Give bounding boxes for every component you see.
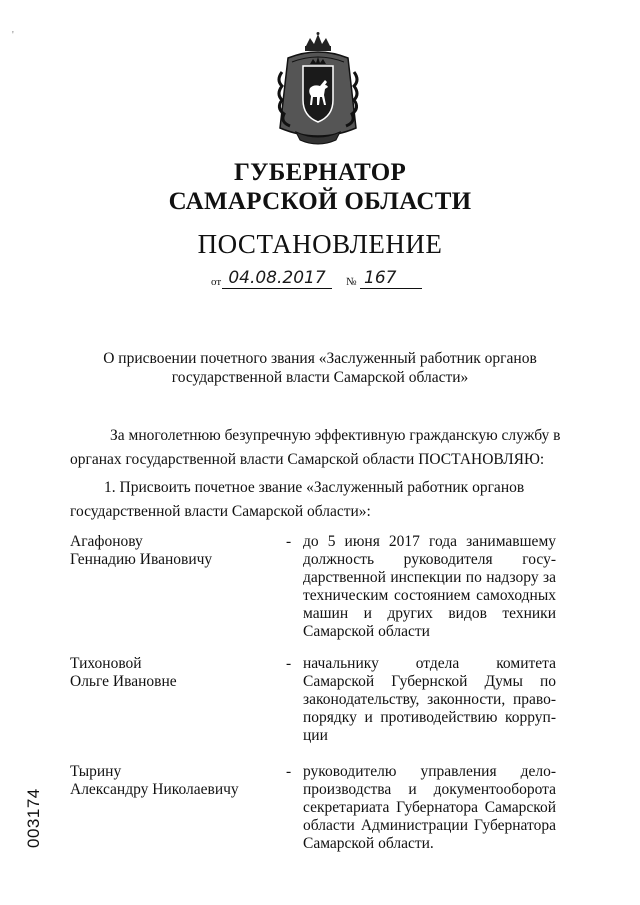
position-line: порядку и противодействию корруп-: [303, 709, 556, 726]
entry-dash: -: [286, 655, 292, 672]
awardee-surname: Тихоновой: [70, 655, 142, 672]
clause-1-line1: 1. Присвоить почетное звание «Заслуженный работник органов: [104, 479, 525, 496]
registration-number: 003174: [24, 788, 43, 848]
subject-line2: государственной власти Самарской области»: [171, 369, 469, 386]
document-number: 167: [360, 268, 422, 289]
position-line: начальнику отдела комитета: [303, 655, 556, 672]
awardee-position: [303, 655, 556, 745]
document-date: 04.08.2017: [222, 268, 332, 289]
awardee-surname: Тырину: [70, 763, 122, 780]
entry-dash: -: [286, 763, 292, 780]
position-line: техническим состоянием самоходных: [303, 587, 556, 604]
position-line: должность руководителя госу-: [303, 551, 556, 568]
date-label: от: [211, 276, 222, 288]
preamble-line1: За многолетнюю безупречную эффективную гражданскую службу в: [110, 427, 561, 444]
document-type: ПОСТАНОВЛЕНИЕ: [197, 229, 443, 259]
clause-1-line2: государственной власти Самарской области»:: [70, 503, 371, 520]
position-line: секретариата Губернатора Самарской: [303, 799, 556, 816]
awardee-name: [70, 655, 177, 691]
position-line: Самарской области: [303, 623, 430, 640]
position-line: законодательству, законности, право-: [303, 691, 556, 708]
authority-title-line2: САМАРСКОЙ ОБЛАСТИ: [168, 188, 472, 215]
preamble-line2: органах государственной власти Самарской области ПОСТАНОВЛЯЮ:: [70, 451, 545, 468]
awardee-surname: Агафонову: [70, 533, 143, 550]
authority-title-line1: ГУБЕРНАТОР: [233, 159, 407, 186]
position-line: до 5 июня 2017 года занимавшему: [303, 533, 556, 550]
position-line: машин и других видов техники: [303, 605, 556, 622]
awardee-given-names: Геннадию Ивановичу: [70, 551, 213, 568]
number-label: №: [346, 276, 357, 288]
date-number-line: [0, 268, 640, 292]
scan-mark: ': [12, 30, 14, 41]
awardee-given-names: Ольге Ивановне: [70, 673, 177, 690]
entry-dash: -: [286, 533, 292, 550]
position-line: дарственной инспекции по надзору за: [303, 569, 556, 586]
awardee-name: [70, 763, 239, 799]
position-line: Самарской Губернской Думы по: [303, 673, 556, 690]
position-line: ции: [303, 727, 328, 744]
awardee-name: [70, 533, 212, 569]
awardee-position: [303, 533, 556, 641]
awardee-position: [303, 763, 556, 853]
subject-line1: О присвоении почетного звания «Заслуженный работник органов: [103, 350, 537, 367]
position-line: области Администрации Губернатора: [303, 817, 556, 834]
position-line: Самарской области.: [303, 835, 434, 852]
position-line: производства и документооборота: [303, 781, 556, 798]
awardee-given-names: Александру Николаевичу: [70, 781, 239, 798]
coat-of-arms-emblem: [270, 32, 366, 150]
position-line: руководителю управления дело-: [303, 763, 556, 780]
